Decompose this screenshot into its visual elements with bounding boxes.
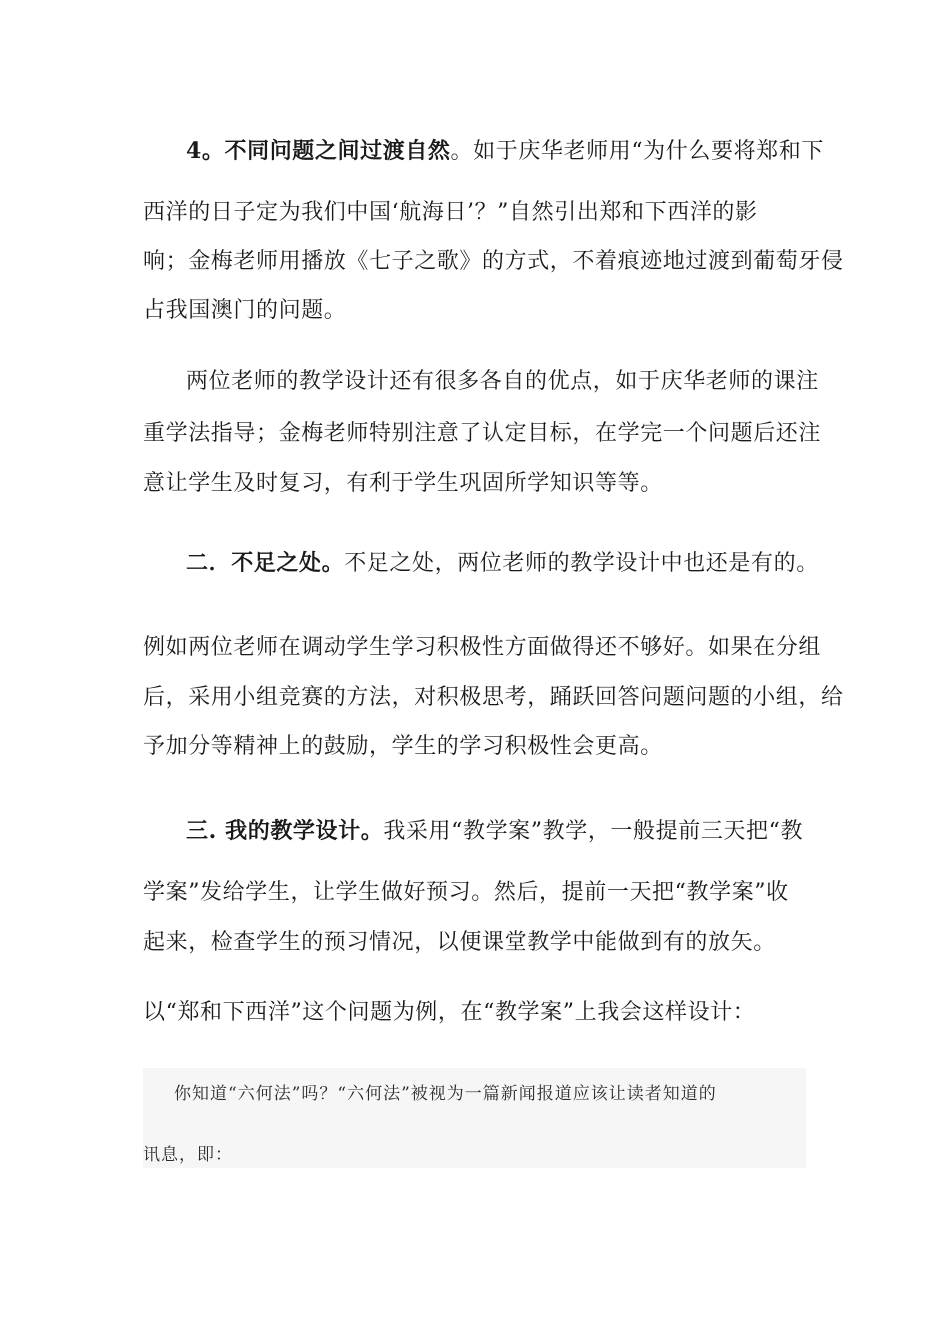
p3-line-1-text: 不足之处，两位老师的教学设计中也还是有的。 xyxy=(344,551,819,576)
quote-box-line-2: 讯息，即： xyxy=(143,1145,233,1165)
p2-line-2: 重学法指导；金梅老师特别注意了认定目标，在学完一个问题后还注 xyxy=(143,421,822,446)
p3-line-2: 例如两位老师在调动学生学习积极性方面做得还不够好。如果在分组 xyxy=(143,635,822,660)
p4-heading: 三. 我的教学设计。 xyxy=(186,818,384,844)
p3-line-4: 予加分等精神上的鼓励，学生的学习积极性会更高。 xyxy=(143,734,663,759)
p1-heading: 4。不同问题之间过渡自然 xyxy=(186,138,451,164)
p4-line-2: 学案”发给学生，让学生做好预习。然后，提前一天把“教学案”收 xyxy=(143,880,789,905)
p3-line-3: 后，采用小组竞赛的方法，对积极思考，踊跃回答问题问题的小组，给 xyxy=(143,685,844,710)
p4-line-4: 以“郑和下西洋”这个问题为例，在“教学案”上我会这样设计： xyxy=(143,1000,756,1025)
p2-line-1: 两位老师的教学设计还有很多各自的优点，如于庆华老师的课注 xyxy=(186,369,819,394)
p4-line-3: 起来，检查学生的预习情况，以便课堂教学中能做到有的放矢。 xyxy=(143,930,776,955)
p3-heading: 二．不足之处。 xyxy=(186,550,345,576)
p2-line-3: 意让学生及时复习，有利于学生巩固所学知识等等。 xyxy=(143,471,663,496)
p1-line-3: 响；金梅老师用播放《七子之歌》的方式，不着痕迹地过渡到葡萄牙侵 xyxy=(143,249,844,274)
p1-line-2: 西洋的日子定为我们中国‘航海日’？”自然引出郑和下西洋的影 xyxy=(143,200,758,225)
quote-box-line-1: 你知道“六何法”吗？“六何法”被视为一篇新闻报道应该让读者知道的 xyxy=(174,1084,717,1104)
p4-line-1 xyxy=(186,817,803,846)
p4-line-1-text: 我采用“教学案”教学，一般提前三天把“教 xyxy=(383,819,804,844)
p1-line-1-text: 。如于庆华老师用“为什么要将郑和下 xyxy=(450,139,824,164)
p1-line-4: 占我国澳门的问题。 xyxy=(143,298,347,323)
p1-line-1 xyxy=(186,137,824,166)
quote-box xyxy=(143,1068,806,1168)
p3-line-1 xyxy=(186,549,819,578)
